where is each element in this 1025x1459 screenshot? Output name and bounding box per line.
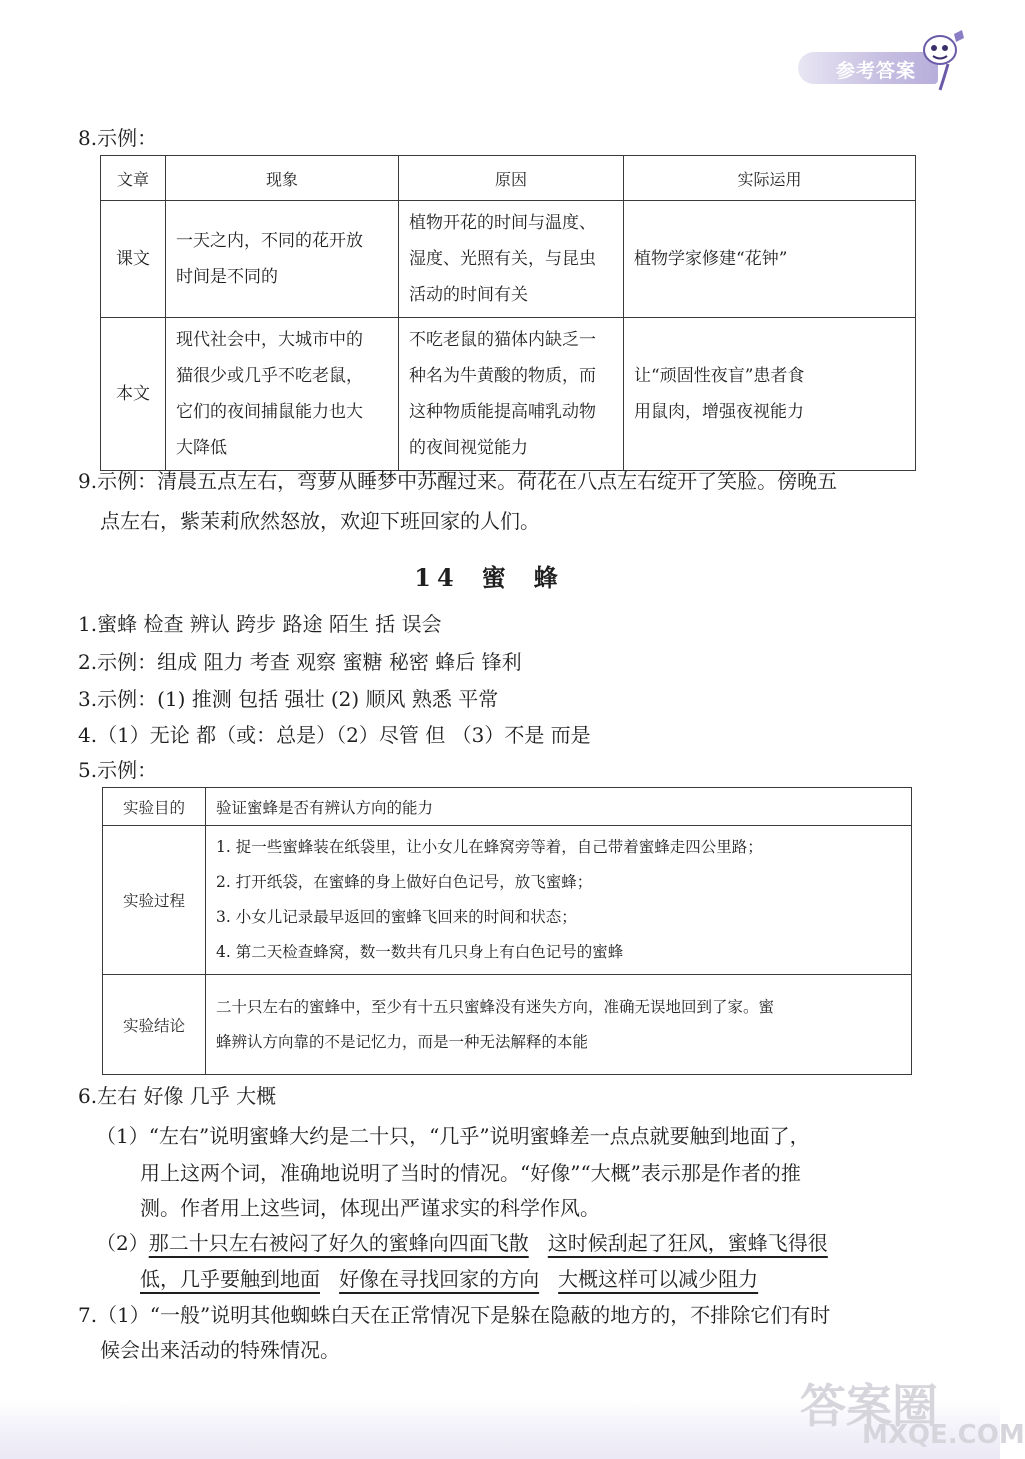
underlined-phrase: 低，几乎要触到地面 [140, 1267, 320, 1291]
process-step: 2. 打开纸袋，在蜜蜂的身上做好白色记号，放飞蜜蜂； [216, 873, 593, 891]
use-cell: 植物学家修建“花钟” [624, 201, 916, 318]
answer-1: 1.蜜蜂 检查 辨认 跨步 路途 陌生 括 误会 [78, 612, 442, 636]
phenomenon-cell: 现代社会中，大城市中的 猫很少或几乎不吃老鼠， 它们的夜间捕鼠能力也大 大降低 [166, 318, 399, 471]
table-header: 现象 [166, 156, 399, 201]
answer-key-label: 参考答案 [835, 60, 916, 82]
table-row [101, 318, 916, 471]
article-cell: 课文 [101, 201, 166, 318]
section-title [0, 558, 1000, 593]
process-step: 3. 小女儿记录最早返回的蜜蜂飞回来的时间和状态； [216, 908, 577, 926]
q9-line-2: 点左右，紫茉莉欣然怒放，欢迎下班回家的人们。 [100, 509, 540, 533]
use-cell: 让“顽固性夜盲”患者食 用鼠肉，增强夜视能力 [624, 318, 916, 471]
watermark-logo: 答案圈 [800, 1379, 938, 1433]
process-cell [206, 826, 912, 975]
q6-p1-line-2: 用上这两个词，准确地说明了当时的情况。“好像”“大概”表示那是作者的推 [140, 1161, 801, 1185]
answer-4: 4.（1）无论 都（或：总是）（2）尽管 但 （3）不是 而是 [78, 723, 591, 747]
process-label: 实验过程 [103, 826, 206, 975]
q8-label: 8.示例： [78, 126, 158, 150]
answer-3: 3.示例：(1) 推测 包括 强壮 (2) 顺风 熟悉 平常 [78, 687, 499, 711]
q6-p1-line-1: （1）“左右”说明蜜蜂大约是二十只，“几乎”说明蜜蜂差一点点就要触到地面了， [96, 1124, 810, 1148]
table-header: 原因 [399, 156, 624, 201]
table-header: 实际运用 [624, 156, 916, 201]
purpose-text: 验证蜜蜂是否有辨认方向的能力 [206, 788, 912, 826]
underlined-phrase: 大概这样可以减少阻力 [558, 1267, 759, 1291]
reason-cell: 不吃老鼠的猫体内缺乏一 种名为牛黄酸的物质，而 这种物质能提高哺乳动物 的夜间视觉能力 [399, 318, 624, 471]
phenomenon-cell: 一天之内，不同的花开放 时间是不同的 [166, 201, 399, 318]
underlined-phrase: 好像在寻找回家的方向 [339, 1267, 540, 1291]
q9-line-1: 9.示例：清晨五点左右，弯萝从睡梦中苏醒过来。荷花在八点左右绽开了笑脸。傍晚五 [78, 469, 838, 493]
table-row [103, 826, 912, 975]
table-row [103, 788, 912, 826]
q5-table [102, 787, 912, 1075]
q8-table [100, 155, 916, 471]
process-step: 1. 捉一些蜜蜂装在纸袋里，让小女儿在蜂窝旁等着，自己带着蜜蜂走四公里路； [216, 838, 763, 856]
table-header: 文章 [101, 156, 166, 201]
answer-5-label: 5.示例： [78, 758, 158, 782]
section-name: 蜜蜂 [481, 563, 586, 592]
conclusion-label: 实验结论 [103, 975, 206, 1075]
pencil-mascot-icon [918, 28, 970, 92]
q6-p2-line-1: （2）那二十只左右被闷了好久的蜜蜂向四面飞散 这时候刮起了狂风，蜜蜂飞得很 [96, 1231, 828, 1255]
article-cell: 本文 [101, 318, 166, 471]
q7-line-2: 候会出来活动的特殊情况。 [100, 1338, 340, 1362]
q6-p2-line-2 [140, 1263, 758, 1292]
q6-line-0: 6.左右 好像 几乎 大概 [78, 1084, 277, 1108]
reason-cell: 植物开花的时间与温度、 湿度、光照有关，与昆虫 活动的时间有关 [399, 201, 624, 318]
table-row [101, 201, 916, 318]
q6-p1-line-3: 测。作者用上这些词，体现出严谨求实的科学作风。 [140, 1196, 600, 1220]
purpose-label: 实验目的 [103, 788, 206, 826]
watermark-url: MXQE.COM [862, 1420, 1025, 1450]
conclusion-cell: 二十只左右的蜜蜂中，至少有十五只蜜蜂没有迷失方向，准确无误地回到了家。蜜 蜂辨认方向靠的不是记忆力，而是一种无法解释的本能 [206, 975, 912, 1075]
underlined-phrase: 那二十只左右被闷了好久的蜜蜂向四面飞散 [148, 1231, 529, 1255]
answer-2: 2.示例：组成 阻力 考查 观察 蜜糖 秘密 蜂后 锋利 [78, 650, 522, 674]
table-row [103, 975, 912, 1075]
process-step: 4. 第二天检查蜂窝，数一数共有几只身上有白色记号的蜜蜂 [216, 943, 624, 961]
section-number: 14 [414, 563, 460, 592]
underlined-phrase: 这时候刮起了狂风，蜜蜂飞得很 [547, 1231, 828, 1255]
q7-line-1: 7.（1）“一般”说明其他蜘蛛白天在正常情况下是躲在隐蔽的地方的，不排除它们有时 [78, 1303, 831, 1327]
answer-key-badge [798, 52, 938, 84]
